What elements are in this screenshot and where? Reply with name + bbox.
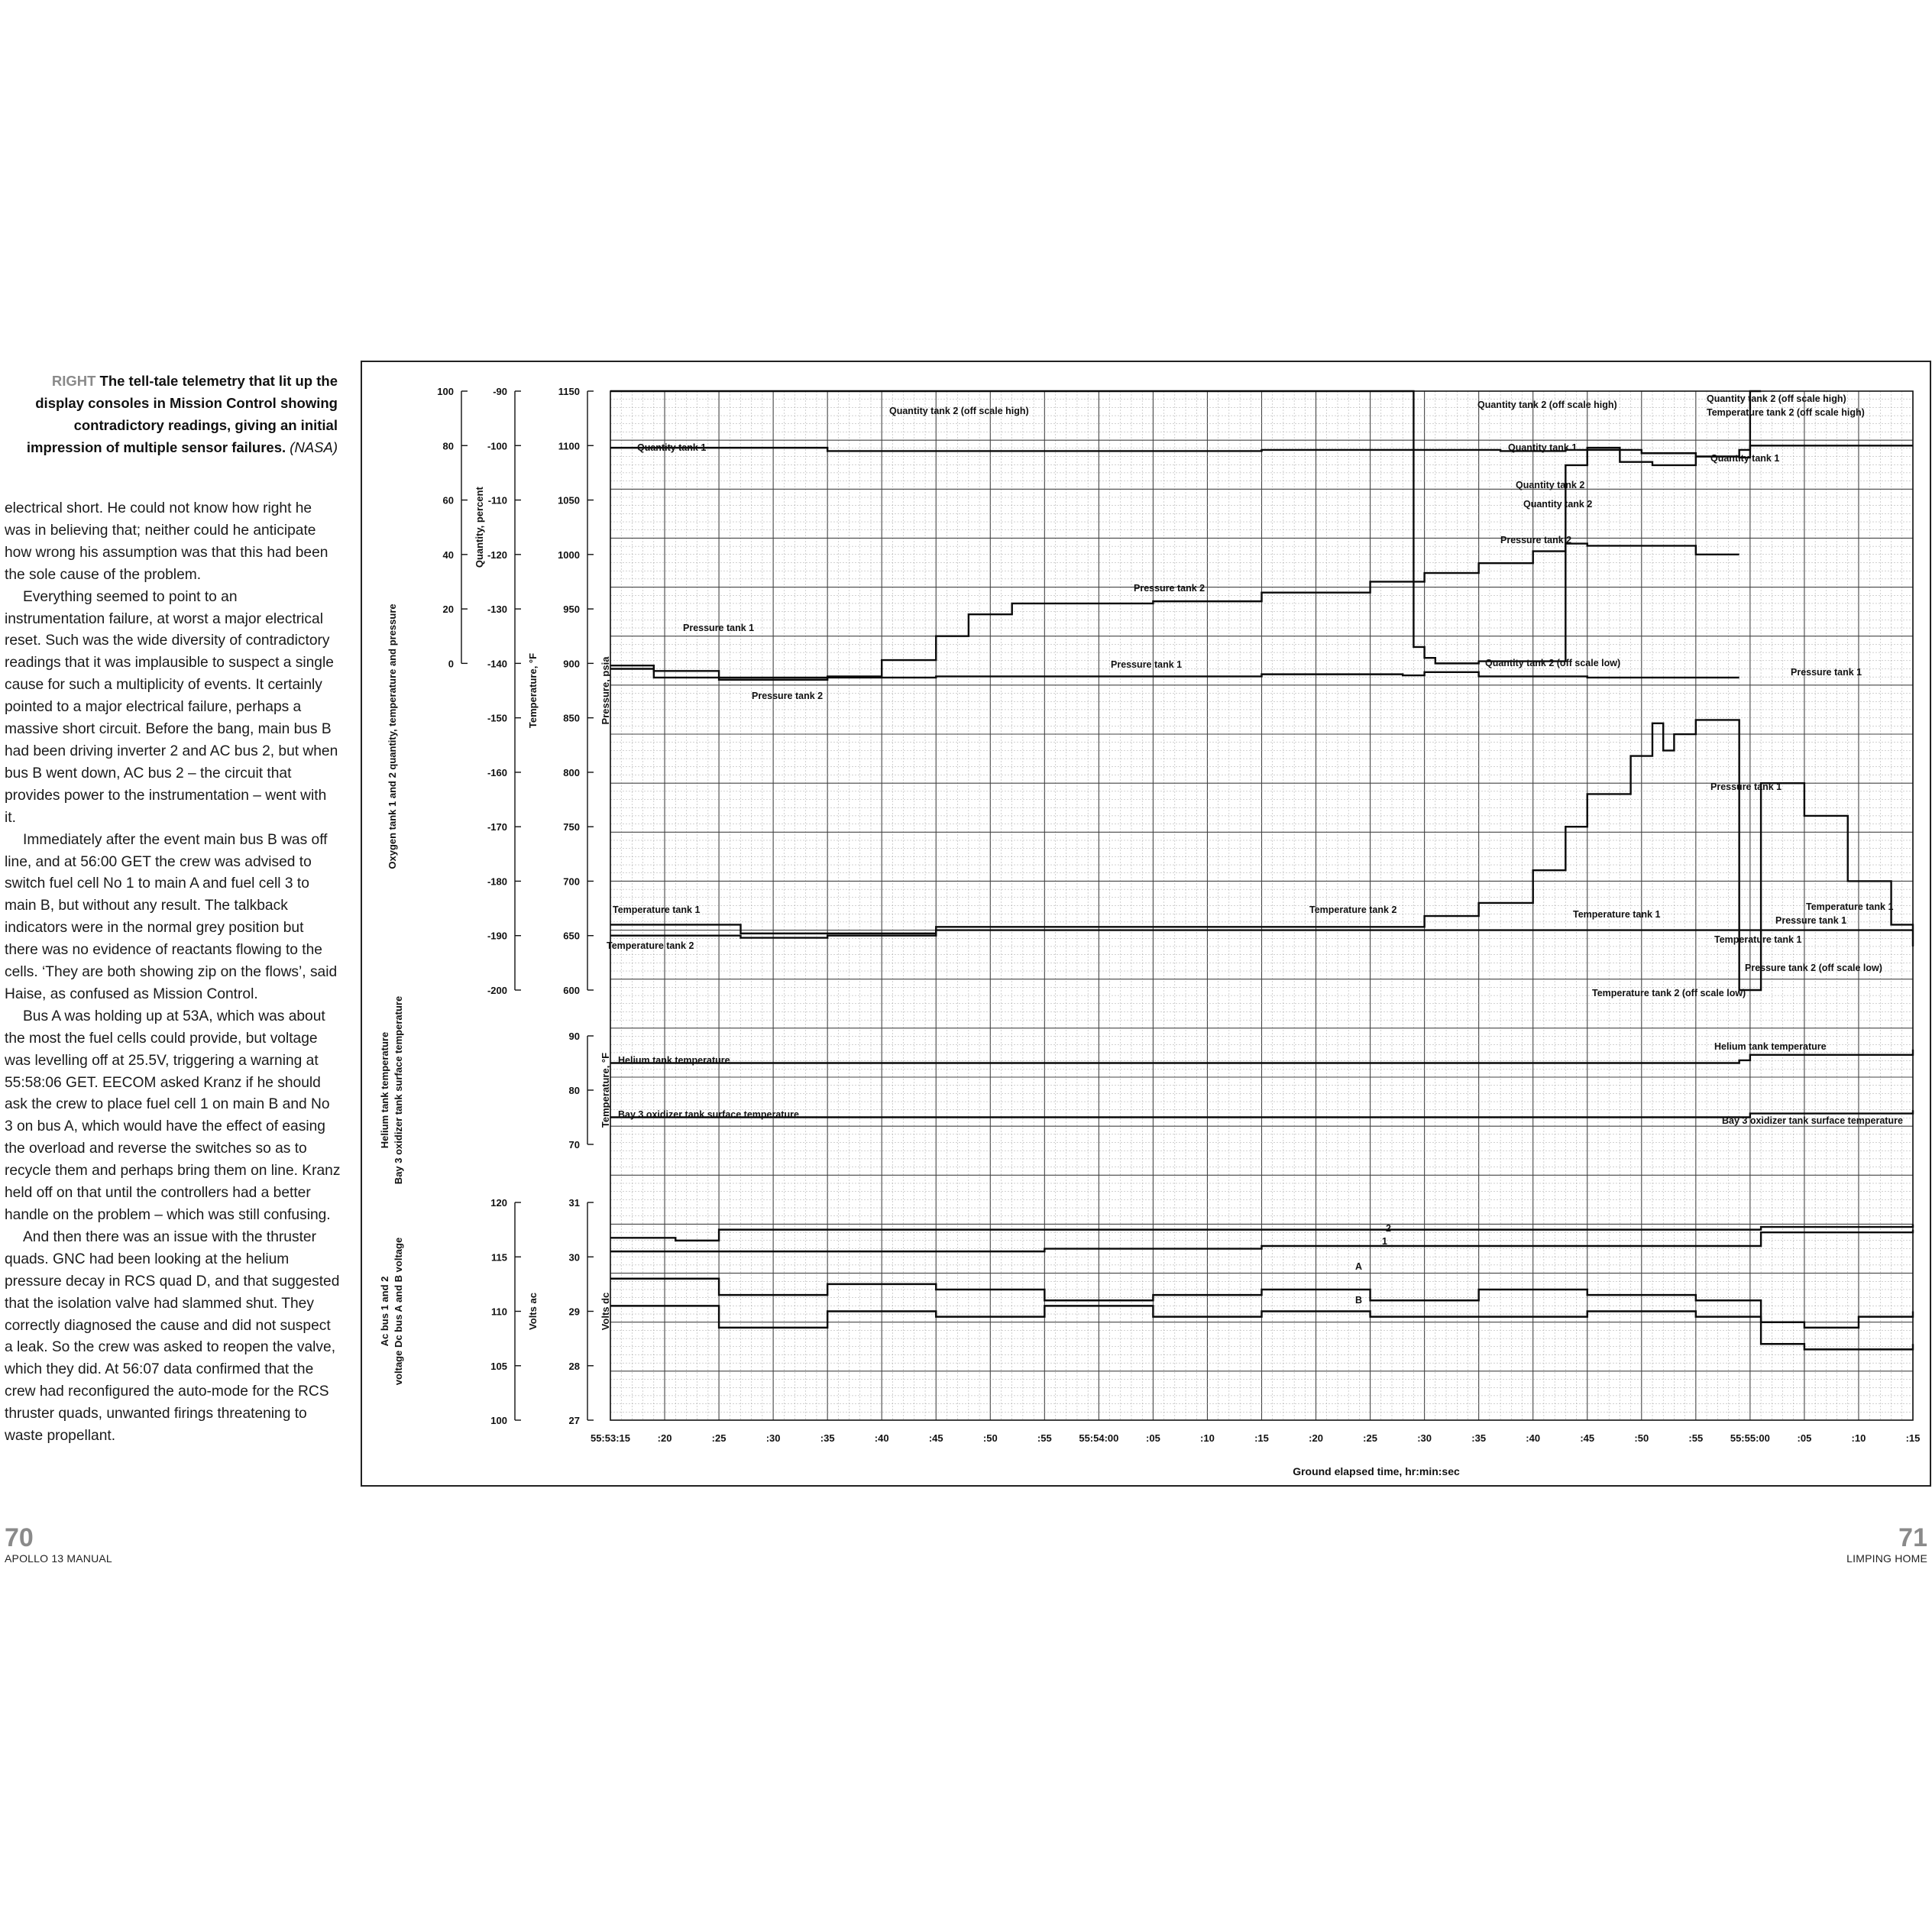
chart-annotation: B bbox=[1355, 1295, 1363, 1306]
axis-tick-label: 700 bbox=[563, 875, 580, 888]
axis-tick-label: -110 bbox=[487, 494, 507, 506]
chart-annotation: Temperature tank 2 (off scale low) bbox=[1592, 988, 1746, 998]
x-tick-label: :20 bbox=[1309, 1432, 1323, 1444]
chart-annotation: Temperature tank 1 bbox=[613, 905, 701, 915]
axis-tick-label: 60 bbox=[442, 494, 454, 506]
axis-tick-label: 29 bbox=[568, 1306, 580, 1318]
x-tick-label: :55 bbox=[1688, 1432, 1704, 1444]
axis-tick-label: 90 bbox=[568, 1031, 580, 1042]
axis-tick-label: 31 bbox=[568, 1197, 580, 1209]
chart-annotation: 2 bbox=[1386, 1223, 1391, 1234]
x-tick-label: :40 bbox=[874, 1432, 889, 1444]
chart-annotation: Pressure tank 1 bbox=[1775, 915, 1847, 926]
axis-tick-label: 110 bbox=[491, 1306, 507, 1318]
x-tick-label: 55:55:00 bbox=[1730, 1432, 1770, 1444]
axis-tick-label: 70 bbox=[568, 1139, 580, 1150]
panel-group-label: Helium tank temperature bbox=[379, 1031, 390, 1149]
axis-title: Quantity, percent bbox=[474, 487, 485, 568]
chart-annotation: Quantity tank 2 (off scale high) bbox=[889, 406, 1029, 416]
folio-left bbox=[5, 1523, 112, 1565]
chart-annotation: Temperature tank 2 bbox=[607, 940, 694, 951]
axis-tick-label: -180 bbox=[487, 875, 507, 888]
axis-tick-label: 27 bbox=[568, 1415, 580, 1426]
chart-annotation: Pressure tank 1 bbox=[683, 623, 755, 633]
chart-annotation: Helium tank temperature bbox=[1714, 1041, 1827, 1052]
axis-tick-label: 80 bbox=[568, 1085, 580, 1096]
axis-tick-label: 800 bbox=[563, 766, 580, 778]
chart-grid bbox=[610, 391, 1913, 1420]
axis-tick-label: 750 bbox=[563, 821, 580, 833]
axis-tick-label: 1000 bbox=[558, 549, 580, 561]
x-tick-label: :30 bbox=[765, 1432, 781, 1444]
axis-tick-label: 900 bbox=[563, 658, 580, 670]
chart-annotation: A bbox=[1355, 1261, 1363, 1272]
body-paragraph: And then there was an issue with the thruster quads. GNC had been looking at the helium pressure decay in RCS quad D, and that suggested that the isolation valve had slammed shut. They correctly diagnosed the cause and did not suspect a leak. So the crew was asked to reopen the valve, which they did. At 56:07 data confirmed that the crew had reconfigured the auto-mode for the RCS thruster quads, unwanted firings threatening to waste propellant. bbox=[5, 1228, 340, 1445]
x-tick-label: :35 bbox=[820, 1432, 835, 1444]
chart-annotation: Quantity tank 2 (off scale high) bbox=[1707, 393, 1846, 404]
caption-keyword: RIGHT bbox=[51, 373, 96, 389]
x-tick-label: :30 bbox=[1417, 1432, 1432, 1444]
x-tick-label: :15 bbox=[1254, 1432, 1269, 1444]
axis-tick-label: 20 bbox=[442, 604, 454, 616]
axis-title: Temperature, °F bbox=[527, 652, 539, 729]
x-tick-label: :10 bbox=[1851, 1432, 1866, 1444]
axis-title: Volts dc bbox=[600, 1292, 611, 1331]
axis-tick-label: 28 bbox=[568, 1360, 580, 1372]
left-running-title: APOLLO 13 MANUAL bbox=[5, 1552, 112, 1565]
panel-group-label: Ac bus 1 and 2 bbox=[379, 1276, 390, 1347]
axis-tick-label: 115 bbox=[491, 1251, 507, 1264]
x-tick-label: :25 bbox=[711, 1432, 727, 1444]
body-paragraph: Bus A was holding up at 53A, which was about the most the fuel cells could provide, but voltage was levelling off at 25.5V, triggering a warning at 55:58:06 GET. EECOM asked Kranz if he should ask the crew to place fuel cell 1 on main B and No 3 on bus A, which would have the effect of easing the overload and reverse the switches so as to recycle them and perhaps bring them on line. Kranz held off on that until the controllers had a better handle on the problem – which was still confusing. bbox=[5, 1008, 341, 1223]
axis-title: Volts ac bbox=[527, 1293, 539, 1330]
axis-tick-label: 105 bbox=[490, 1360, 507, 1372]
chart-annotation: Temperature tank 1 bbox=[1806, 901, 1894, 912]
chart-annotation: 1 bbox=[1382, 1236, 1387, 1247]
axis-tick-label: -130 bbox=[487, 604, 507, 616]
axis-tick-label: 600 bbox=[563, 985, 580, 996]
chart-annotation: Temperature tank 1 bbox=[1714, 934, 1802, 945]
axis-tick-label: -90 bbox=[493, 386, 507, 397]
chart-annotation: Pressure tank 1 bbox=[1710, 782, 1782, 792]
chart-annotation: Quantity tank 2 (off scale low) bbox=[1485, 658, 1621, 668]
x-tick-label: 55:54:00 bbox=[1079, 1432, 1119, 1444]
axis-tick-label: 1150 bbox=[558, 386, 580, 397]
axis-tick-label: 950 bbox=[563, 604, 580, 616]
chart-annotation: Quantity tank 1 bbox=[637, 442, 707, 453]
chart-annotation: Quantity tank 1 bbox=[1508, 442, 1578, 453]
x-tick-label: :45 bbox=[1580, 1432, 1595, 1444]
chart-annotation: Pressure tank 1 bbox=[1111, 659, 1183, 670]
x-axis-title: Ground elapsed time, hr:min:sec bbox=[1293, 1465, 1460, 1477]
folio-right bbox=[1846, 1523, 1927, 1565]
chart-annotation: Pressure tank 2 bbox=[1500, 535, 1572, 545]
chart-annotation: Quantity tank 2 bbox=[1523, 499, 1593, 510]
chart-annotation: Helium tank temperature bbox=[618, 1055, 730, 1066]
axis-tick-label: 120 bbox=[490, 1197, 507, 1209]
body-paragraph: Everything seemed to point to an instrumentation failure, at worst a major electrical reset. Such was the wide diversity of contradictory readings that it was implausible to suspect a single cause for such a multiplicity of events. It certainly pointed to a major electrical failure, perhaps a massive short circuit. Before the bang, main bus B had been driving inverter 2 and AC bus 2, but when bus B went down, AC bus 2 – the circuit that provides power to the instrumentation – went with it. bbox=[5, 588, 338, 826]
chart-annotation: Quantity tank 1 bbox=[1710, 453, 1780, 464]
axis-tick-label: -160 bbox=[487, 766, 507, 778]
telemetry-figure bbox=[361, 361, 1931, 1487]
x-tick-label: :05 bbox=[1797, 1432, 1812, 1444]
axis-tick-label: -190 bbox=[487, 930, 507, 942]
body-text bbox=[5, 498, 341, 1448]
x-tick-label: :15 bbox=[1905, 1432, 1921, 1444]
axis-tick-label: 1100 bbox=[558, 440, 580, 452]
axis-tick-label: -140 bbox=[487, 658, 507, 670]
chart-annotation: Bay 3 oxidizer tank surface temperature bbox=[618, 1109, 799, 1120]
chart-annotation: Quantity tank 2 bbox=[1516, 480, 1585, 490]
axis-tick-label: -120 bbox=[487, 549, 507, 561]
axis-tick-label: 80 bbox=[442, 440, 454, 452]
figure-caption bbox=[23, 370, 338, 458]
axis-tick-label: 650 bbox=[563, 930, 580, 942]
axis-tick-label: 850 bbox=[563, 712, 580, 724]
panel-group-label: voltage Dc bus A and B voltage bbox=[393, 1237, 404, 1386]
axis-tick-label: 30 bbox=[568, 1251, 580, 1264]
axis-tick-label: 100 bbox=[437, 386, 454, 397]
x-tick-label: :40 bbox=[1526, 1432, 1541, 1444]
chart-annotation: Pressure tank 1 bbox=[1791, 667, 1862, 678]
left-page-number: 70 bbox=[5, 1523, 34, 1552]
chart-annotation: Temperature tank 2 (off scale high) bbox=[1707, 407, 1865, 418]
right-running-title: LIMPING HOME bbox=[1846, 1552, 1927, 1565]
caption-credit: (NASA) bbox=[290, 439, 338, 455]
axis-tick-label: 0 bbox=[448, 658, 454, 670]
body-paragraph: electrical short. He could not know how right he was in believing that; neither could he anticipate how wrong his assumption was that this had been the sole cause of the problem. bbox=[5, 500, 328, 583]
x-tick-label: :55 bbox=[1037, 1432, 1052, 1444]
x-tick-label: :10 bbox=[1200, 1432, 1215, 1444]
chart-annotation: Bay 3 oxidizer tank surface temperature bbox=[1722, 1115, 1903, 1126]
chart-annotation: Pressure tank 2 (off scale low) bbox=[1745, 963, 1882, 973]
axis-tick-label: -170 bbox=[487, 821, 507, 833]
telemetry-chart bbox=[362, 362, 1930, 1485]
x-tick-label: :05 bbox=[1146, 1432, 1160, 1444]
axis-tick-label: -100 bbox=[487, 440, 507, 452]
chart-annotation: Temperature tank 2 bbox=[1309, 905, 1397, 915]
axis-title: Pressure, psia bbox=[600, 656, 611, 725]
axis-tick-label: -150 bbox=[487, 712, 507, 724]
panel-group-label: Oxygen tank 1 and 2 quantity, temperature and pressure bbox=[387, 604, 398, 869]
x-tick-label: 55:53:15 bbox=[590, 1432, 631, 1444]
chart-annotation: Pressure tank 2 bbox=[752, 691, 824, 701]
axis-title: Temperature, °F bbox=[600, 1052, 611, 1128]
right-page-number: 71 bbox=[1898, 1523, 1927, 1552]
chart-annotation: Quantity tank 2 (off scale high) bbox=[1477, 400, 1617, 410]
axis-tick-label: 1050 bbox=[558, 494, 580, 506]
x-tick-label: :20 bbox=[657, 1432, 672, 1444]
axis-tick-label: 100 bbox=[490, 1415, 507, 1426]
x-tick-label: :50 bbox=[982, 1432, 998, 1444]
chart-annotation: Temperature tank 1 bbox=[1573, 909, 1661, 920]
x-tick-label: :35 bbox=[1471, 1432, 1487, 1444]
chart-annotation: Pressure tank 2 bbox=[1134, 583, 1205, 594]
axis-tick-label: 40 bbox=[442, 549, 454, 561]
panel-group-label: Bay 3 oxidizer tank surface temperature bbox=[393, 995, 404, 1185]
body-paragraph: Immediately after the event main bus B was off line, and at 56:00 GET the crew was advised to switch fuel cell No 1 to main A and fuel cell 3 to main B, but without any result. The talkback indicators were in the normal grey position but there was no evidence of reactants flowing to the cells. ‘They are both showing zip on the flows’, said Haise, as confused as Mission Control. bbox=[5, 831, 338, 1002]
x-tick-label: :45 bbox=[928, 1432, 943, 1444]
x-tick-label: :50 bbox=[1634, 1432, 1649, 1444]
axis-tick-label: -200 bbox=[487, 985, 507, 996]
caption-text: The tell-tale telemetry that lit up the display consoles in Mission Control showing contradictory readings, giving an initial impression of multiple sensor failures. bbox=[26, 373, 338, 455]
x-tick-label: :25 bbox=[1363, 1432, 1377, 1444]
